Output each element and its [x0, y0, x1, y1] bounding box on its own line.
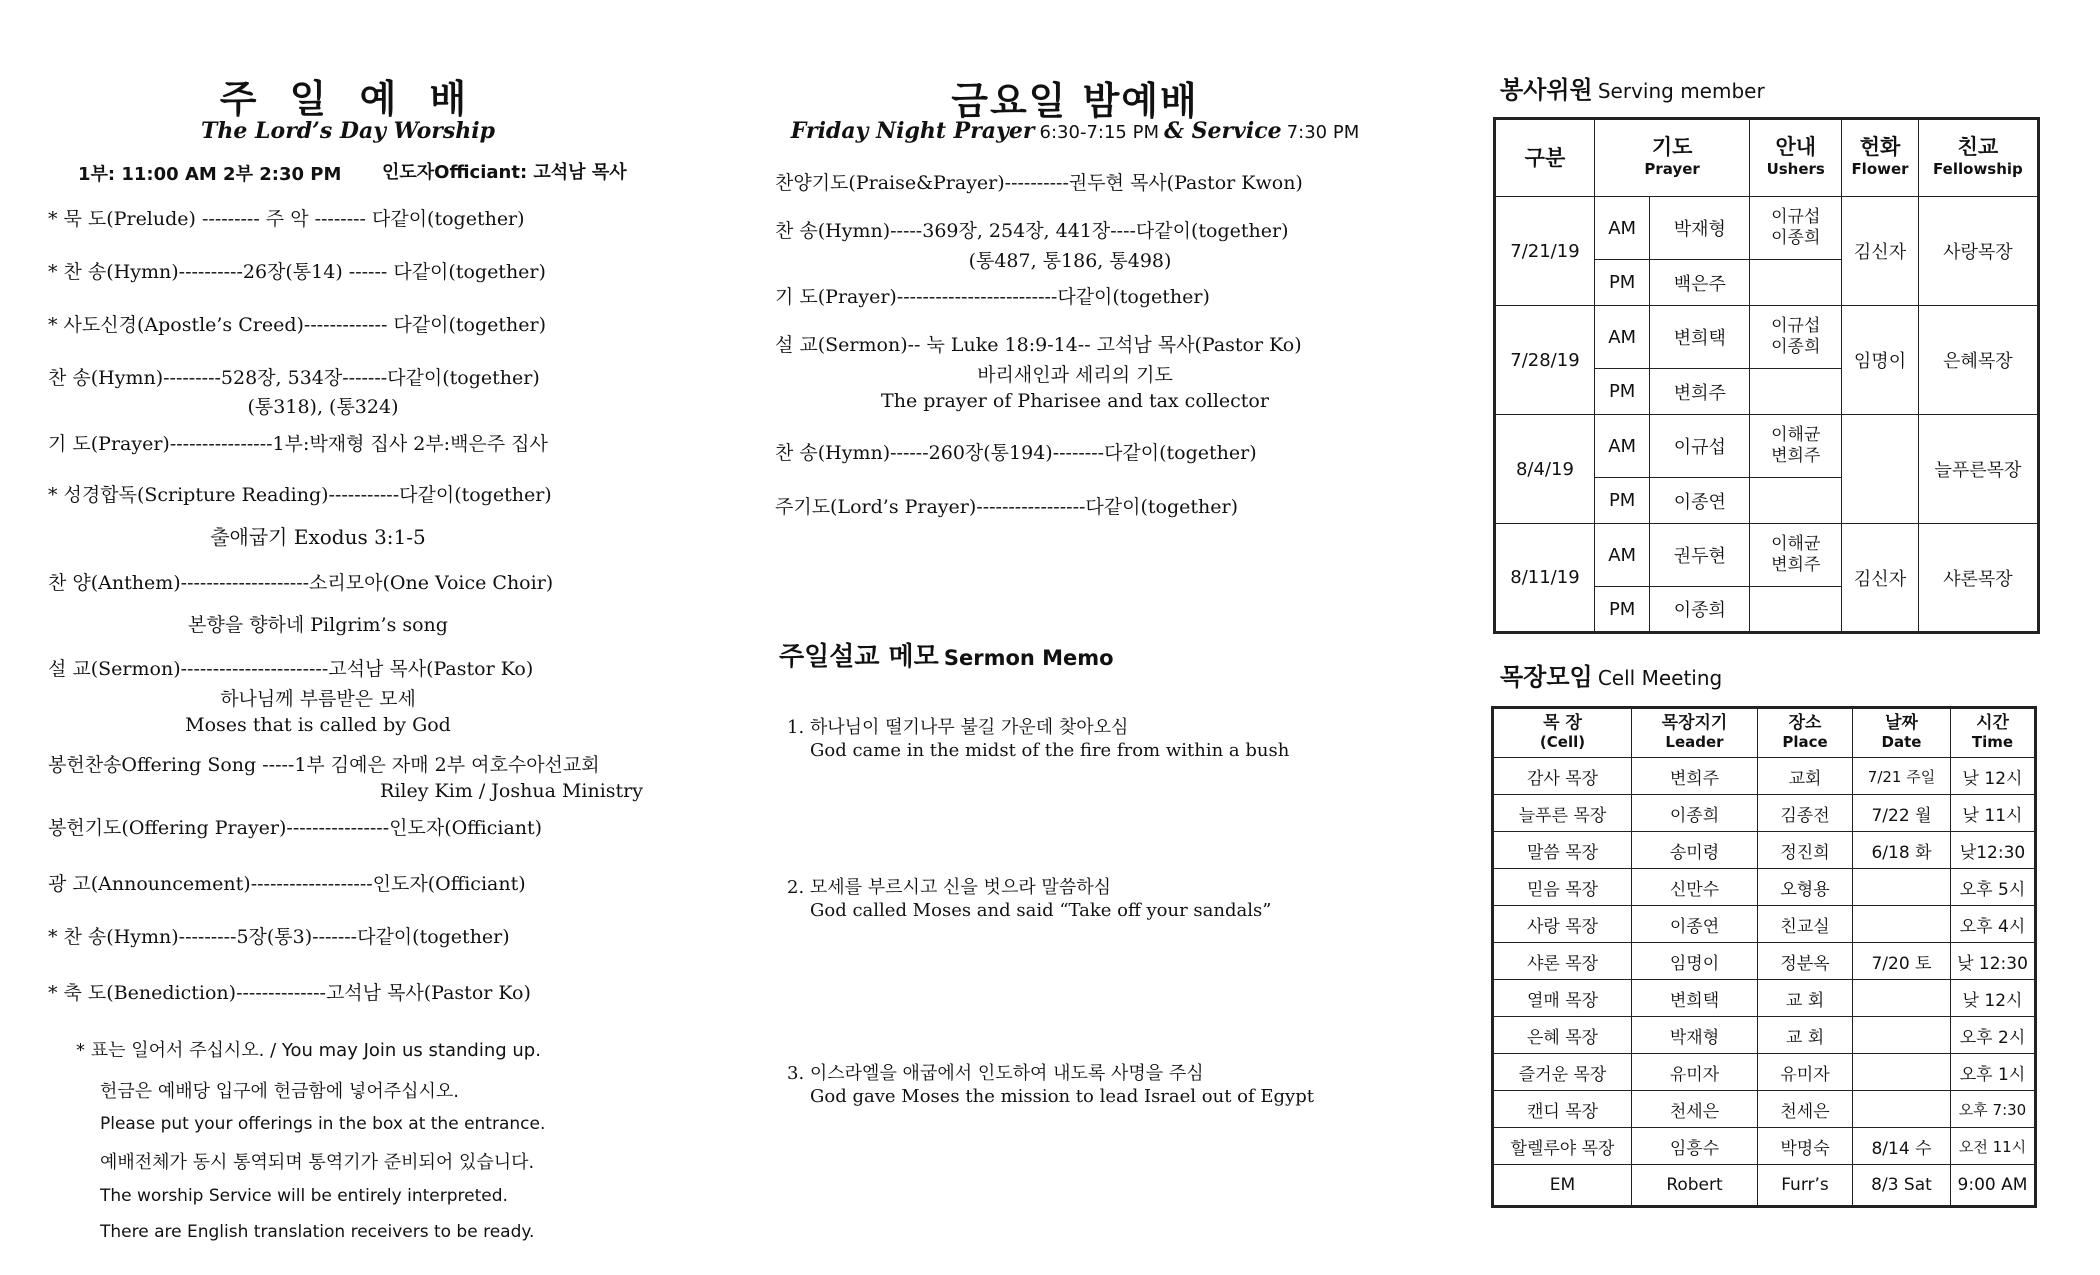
- serving-am-label: AM: [1594, 415, 1650, 478]
- serving-table: [1493, 117, 2040, 634]
- serving-am-label: AM: [1594, 306, 1650, 369]
- friday-title-ko: 금요일 밤예배: [951, 79, 1199, 123]
- serving-pm-prayer: 변희주: [1650, 369, 1750, 415]
- friday-hymn-1-sub: (통487, 통186, 통498): [968, 250, 1172, 272]
- cell-date: [1853, 1017, 1951, 1054]
- serving-col-flower-ko: 헌화: [1859, 135, 1901, 159]
- order-hymn-1: * 찬 송(Hymn)----------26장(통14) ------ 다같이(together): [48, 261, 546, 283]
- serving-header-row: [1495, 119, 2039, 197]
- memo-point-2-ko: 2. 모세를 부르시고 신을 벗으라 말씀하심: [787, 877, 1111, 898]
- note-receivers-en: There are English translation receivers to be ready.: [100, 1222, 535, 1242]
- usher-name: 이해균: [1771, 534, 1821, 554]
- serving-pm-label: PM: [1594, 260, 1650, 306]
- serving-title-ko: 봉사위원: [1500, 76, 1593, 104]
- cell-row: [1493, 943, 2036, 980]
- order-hymn-2-sub: (통318), (통324): [247, 396, 399, 418]
- cell-place: 천세은: [1758, 1091, 1853, 1128]
- friday-service-time: 7:30 PM: [1286, 122, 1360, 143]
- cell-row: [1493, 1128, 2036, 1165]
- cell-name: EM: [1493, 1165, 1632, 1207]
- friday-prayer-time: 6:30-7:15 PM: [1039, 122, 1159, 143]
- serving-pm-label: PM: [1594, 369, 1650, 415]
- sermon-memo-header: [779, 636, 1114, 673]
- cell-time: 낮 12시: [1951, 980, 2036, 1017]
- order-benediction: * 축 도(Benediction)--------------고석남 목사(Pastor Ko): [48, 982, 531, 1004]
- serving-col-flower-en: Flower: [1851, 160, 1909, 178]
- serving-am-prayer: 변희택: [1650, 306, 1750, 369]
- cell-row: [1493, 832, 2036, 869]
- cell-leader: 유미자: [1632, 1054, 1758, 1091]
- serving-am-label: AM: [1594, 197, 1650, 260]
- serving-flower: 김신자: [1842, 197, 1919, 306]
- cell-name: 사랑 목장: [1493, 906, 1632, 943]
- memo-point-3-ko: 3. 이스라엘을 애굽에서 인도하여 내도록 사명을 주심: [787, 1063, 1204, 1084]
- cell-place: Furr’s: [1758, 1165, 1853, 1207]
- cell-leader: 신만수: [1632, 869, 1758, 906]
- cell-name: 열매 목장: [1493, 980, 1632, 1017]
- serving-col-division: 구분: [1495, 119, 1595, 197]
- cell-leader: 이종희: [1632, 795, 1758, 832]
- cell-time: 오후 7:30: [1951, 1091, 2036, 1128]
- cell-time: 오후 4시: [1951, 906, 2036, 943]
- cell-place: 박명숙: [1758, 1128, 1853, 1165]
- cell-col-time-en: Time: [1971, 733, 2014, 751]
- cell-time: 낮 12:30: [1951, 943, 2036, 980]
- order-announcement: 광 고(Announcement)-------------------인도자(Officiant): [48, 873, 526, 895]
- cell-leader: 송미령: [1632, 832, 1758, 869]
- cell-leader: 임명이: [1632, 943, 1758, 980]
- cell-title-en: Cell Meeting: [1597, 666, 1723, 690]
- cell-place: 유미자: [1758, 1054, 1853, 1091]
- cell-row: [1493, 758, 2036, 795]
- cell-col-leader-ko: 목장지기: [1661, 713, 1728, 733]
- friday-sermon: 설 교(Sermon)-- 눅 Luke 18:9-14-- 고석남 목사(Pastor Ko): [775, 334, 1302, 356]
- cell-date: 7/22 월: [1853, 795, 1951, 832]
- serving-row-am: [1495, 415, 2039, 478]
- serving-col-fellowship-ko: 친교: [1957, 135, 1999, 159]
- cell-col-date: [1853, 708, 1951, 758]
- order-anthem-title: 본향을 향하네 Pilgrim’s song: [188, 614, 448, 636]
- cell-place: 교 회: [1758, 980, 1853, 1017]
- serving-pm-prayer: 백은주: [1650, 260, 1750, 306]
- cell-name: 믿음 목장: [1493, 869, 1632, 906]
- order-prayer: 기 도(Prayer)----------------1부:박재형 집사 2부:백은주 집사: [48, 433, 548, 455]
- cell-meeting-table: [1491, 706, 2037, 1208]
- serving-pm-label: PM: [1594, 587, 1650, 633]
- friday-hymn-1: 찬 송(Hymn)-----369장, 254장, 441장----다같이(together): [775, 220, 1289, 242]
- order-anthem: 찬 양(Anthem)--------------------소리모아(One Voice Choir): [48, 572, 554, 594]
- cell-row: [1493, 1091, 2036, 1128]
- cell-name: 은혜 목장: [1493, 1017, 1632, 1054]
- usher-name: 변희주: [1771, 555, 1821, 575]
- cell-col-cell-ko: 목 장: [1543, 713, 1582, 733]
- cell-date: 7/21 주일: [1853, 758, 1951, 795]
- serving-flower: [1842, 415, 1919, 524]
- serving-date: 8/11/19: [1495, 524, 1595, 633]
- sermon-title-en: Moses that is called by God: [185, 714, 451, 736]
- serving-col-ushers: [1750, 119, 1842, 197]
- serving-am-prayer: 이규섭: [1650, 415, 1750, 478]
- friday-service-label: & Service: [1164, 118, 1282, 144]
- cell-time: 오후 1시: [1951, 1054, 2036, 1091]
- usher-name: 이종희: [1771, 337, 1821, 357]
- cell-date: 7/20 토: [1853, 943, 1951, 980]
- cell-row: [1493, 869, 2036, 906]
- cell-date: [1853, 906, 1951, 943]
- cell-header: [1500, 657, 1722, 692]
- cell-name: 할렐루야 목장: [1493, 1128, 1632, 1165]
- cell-time: 9:00 AM: [1951, 1165, 2036, 1207]
- sermon-memo-title-ko: 주일설교 메모: [779, 642, 939, 672]
- cell-time: 낮12:30: [1951, 832, 2036, 869]
- sunday-title-ko: 주 일 예 배: [219, 77, 477, 121]
- serving-flower: 김신자: [1842, 524, 1919, 633]
- cell-title-ko: 목장모임: [1500, 663, 1593, 691]
- order-scripture-ref: 출애굽기 Exodus 3:1-5: [210, 525, 426, 549]
- serving-col-flower: [1842, 119, 1919, 197]
- friday-prayer: 기 도(Prayer)-------------------------다같이(together): [775, 286, 1210, 308]
- order-hymn-3: * 찬 송(Hymn)---------5장(통3)-------다같이(together): [48, 926, 510, 948]
- cell-col-date-ko: 날짜: [1885, 713, 1918, 733]
- cell-col-time: [1951, 708, 2036, 758]
- cell-name: 캔디 목장: [1493, 1091, 1632, 1128]
- sermon-memo-title-en: Sermon Memo: [943, 646, 1114, 670]
- note-offering-en: Please put your offerings in the box at the entrance.: [100, 1114, 546, 1134]
- order-prelude: * 묵 도(Prelude) --------- 주 악 -------- 다같이(together): [48, 208, 525, 230]
- sermon-title-ko: 하나님께 부름받은 모세: [220, 688, 416, 710]
- usher-name: 변희주: [1771, 446, 1821, 466]
- serving-pm-ushers-empty: [1750, 369, 1842, 415]
- serving-fellowship: 사랑목장: [1918, 197, 2038, 306]
- serving-fellowship: 샤론목장: [1918, 524, 2038, 633]
- friday-hymn-2: 찬 송(Hymn)------260장(통194)--------다같이(together): [775, 442, 1257, 464]
- serving-col-prayer: [1594, 119, 1749, 197]
- cell-col-place: [1758, 708, 1853, 758]
- order-sermon: 설 교(Sermon)-----------------------고석남 목사(Pastor Ko): [48, 658, 534, 680]
- note-standing: * 표는 일어서 주십시오. / You may Join us standing up.: [76, 1040, 541, 1061]
- memo-point-2-en: God called Moses and said “Take off your sandals”: [810, 900, 1272, 921]
- serving-col-prayer-en: Prayer: [1644, 160, 1700, 178]
- serving-col-fellowship-en: Fellowship: [1933, 160, 2023, 178]
- serving-am-label: AM: [1594, 524, 1650, 587]
- sunday-officiant: 인도자Officiant: 고석남 목사: [382, 162, 627, 183]
- serving-ushers: [1750, 197, 1842, 260]
- serving-col-fellowship: [1918, 119, 2038, 197]
- offering-song-performers: Riley Kim / Joshua Ministry: [380, 780, 643, 802]
- cell-leader: 천세은: [1632, 1091, 1758, 1128]
- sunday-schedule: 1부: 11:00 AM 2부 2:30 PM: [78, 164, 342, 185]
- serving-pm-prayer: 이종희: [1650, 587, 1750, 633]
- serving-date: 7/28/19: [1495, 306, 1595, 415]
- cell-leader: 변희택: [1632, 980, 1758, 1017]
- serving-pm-ushers-empty: [1750, 478, 1842, 524]
- serving-date: 8/4/19: [1495, 415, 1595, 524]
- cell-row: [1493, 980, 2036, 1017]
- friday-prayer-label: Friday Night Prayer: [790, 118, 1035, 144]
- cell-row: [1493, 795, 2036, 832]
- order-apostles-creed: * 사도신경(Apostle’s Creed)------------- 다같이(together): [48, 314, 546, 336]
- cell-time: 오전 11시: [1951, 1128, 2036, 1165]
- cell-row: [1493, 906, 2036, 943]
- cell-name: 샤론 목장: [1493, 943, 1632, 980]
- serving-row-am: [1495, 306, 2039, 369]
- serving-row-am: [1495, 197, 2039, 260]
- note-interpretation-ko: 예배전체가 동시 통역되며 통역기가 준비되어 있습니다.: [100, 1152, 535, 1173]
- cell-name: 감사 목장: [1493, 758, 1632, 795]
- order-scripture-reading: * 성경합독(Scripture Reading)-----------다같이(together): [48, 484, 552, 506]
- usher-name: 이규섭: [1771, 316, 1821, 336]
- cell-name: 늘푸른 목장: [1493, 795, 1632, 832]
- cell-header-row: [1493, 708, 2036, 758]
- cell-leader: 임흥수: [1632, 1128, 1758, 1165]
- cell-time: 오후 5시: [1951, 869, 2036, 906]
- cell-name: 즐거운 목장: [1493, 1054, 1632, 1091]
- cell-place: 김종전: [1758, 795, 1853, 832]
- cell-row: [1493, 1165, 2036, 1207]
- memo-point-1-ko: 1. 하나님이 떨기나무 불길 가운데 찾아오심: [787, 717, 1129, 738]
- serving-pm-ushers-empty: [1750, 260, 1842, 306]
- cell-col-leader: [1632, 708, 1758, 758]
- friday-sermon-title-en: The prayer of Pharisee and tax collector: [881, 390, 1269, 412]
- serving-col-ushers-ko: 안내: [1775, 135, 1817, 159]
- cell-col-leader-en: Leader: [1665, 733, 1724, 751]
- serving-am-prayer: 박재형: [1650, 197, 1750, 260]
- cell-date: 8/3 Sat: [1853, 1165, 1951, 1207]
- cell-leader: 박재형: [1632, 1017, 1758, 1054]
- serving-fellowship: 은혜목장: [1918, 306, 2038, 415]
- cell-col-cell: [1493, 708, 1632, 758]
- order-hymn-2: 찬 송(Hymn)---------528장, 534장-------다같이(together): [48, 367, 540, 389]
- serving-pm-prayer: 이종연: [1650, 478, 1750, 524]
- cell-leader: 변희주: [1632, 758, 1758, 795]
- cell-row: [1493, 1017, 2036, 1054]
- note-interpretation-en: The worship Service will be entirely interpreted.: [100, 1186, 508, 1206]
- cell-col-date-en: Date: [1881, 733, 1922, 751]
- cell-col-place-en: Place: [1782, 733, 1828, 751]
- cell-col-place-ko: 장소: [1788, 713, 1822, 733]
- serving-row-am: [1495, 524, 2039, 587]
- cell-place: 정진희: [1758, 832, 1853, 869]
- usher-name: 이종희: [1771, 228, 1821, 248]
- cell-date: [1853, 1091, 1951, 1128]
- cell-leader: 이종연: [1632, 906, 1758, 943]
- cell-time: 낮 11시: [1951, 795, 2036, 832]
- cell-date: 6/18 화: [1853, 832, 1951, 869]
- serving-ushers: [1750, 524, 1842, 587]
- serving-pm-label: PM: [1594, 478, 1650, 524]
- friday-lords-prayer: 주기도(Lord’s Prayer)-----------------다같이(together): [775, 496, 1238, 518]
- serving-flower: 임명이: [1842, 306, 1919, 415]
- serving-header: [1500, 70, 1765, 105]
- cell-place: 교회: [1758, 758, 1853, 795]
- cell-date: [1853, 869, 1951, 906]
- memo-point-3-en: God gave Moses the mission to lead Israel out of Egypt: [810, 1086, 1314, 1107]
- friday-sermon-title-ko: 바리새인과 세리의 기도: [977, 364, 1173, 386]
- friday-subtitle: [775, 118, 1375, 144]
- serving-ushers: [1750, 306, 1842, 369]
- cell-place: 교 회: [1758, 1017, 1853, 1054]
- cell-col-time-ko: 시간: [1976, 713, 2009, 733]
- cell-place: 오형용: [1758, 869, 1853, 906]
- usher-name: 이규섭: [1771, 207, 1821, 227]
- serving-fellowship: 늘푸른목장: [1918, 415, 2038, 524]
- cell-time: 오후 2시: [1951, 1017, 2036, 1054]
- cell-place: 정분옥: [1758, 943, 1853, 980]
- memo-point-1-en: God came in the midst of the fire from within a bush: [810, 740, 1290, 761]
- cell-leader: Robert: [1632, 1165, 1758, 1207]
- order-offering-prayer: 봉헌기도(Offering Prayer)----------------인도자(Officiant): [48, 817, 543, 839]
- note-offering-ko: 헌금은 예배당 입구에 헌금함에 넣어주십시오.: [100, 1081, 459, 1102]
- cell-place: 친교실: [1758, 906, 1853, 943]
- cell-date: 8/14 수: [1853, 1128, 1951, 1165]
- cell-col-cell-en: (Cell): [1539, 733, 1586, 751]
- serving-title-en: Serving member: [1597, 79, 1765, 103]
- cell-name: 말씀 목장: [1493, 832, 1632, 869]
- serving-am-prayer: 권두현: [1650, 524, 1750, 587]
- sunday-title-en: The Lord’s Day Worship: [201, 118, 495, 144]
- serving-col-prayer-ko: 기도: [1651, 135, 1693, 159]
- serving-col-ushers-en: Ushers: [1766, 160, 1825, 178]
- usher-name: 이해균: [1771, 425, 1821, 445]
- friday-praise-prayer: 찬양기도(Praise&Prayer)----------권두현 목사(Pastor Kwon): [775, 172, 1303, 194]
- serving-date: 7/21/19: [1495, 197, 1595, 306]
- cell-date: [1853, 980, 1951, 1017]
- serving-pm-ushers-empty: [1750, 587, 1842, 633]
- serving-ushers: [1750, 415, 1842, 478]
- cell-date: [1853, 1054, 1951, 1091]
- order-offering-song: 봉헌찬송Offering Song -----1부 김예은 자매 2부 여호수아선교회: [48, 754, 600, 776]
- cell-time: 낮 12시: [1951, 758, 2036, 795]
- cell-row: [1493, 1054, 2036, 1091]
